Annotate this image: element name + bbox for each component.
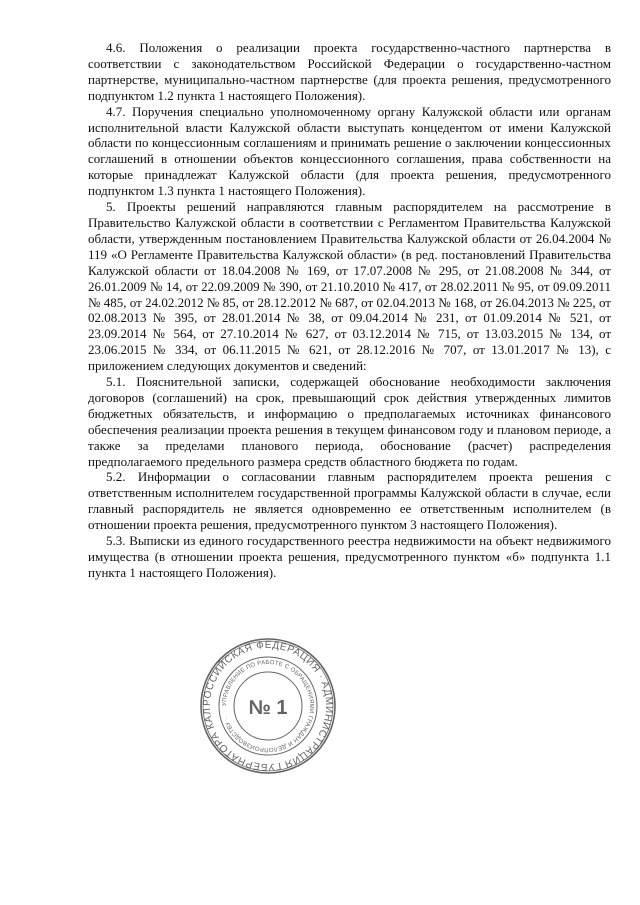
document-body [88,40,611,581]
paragraph-5: 5. Проекты решений направляются главным распорядителем на рассмотрение в Правительство Калужской области в соответствии с Регламентом Правительства Калужской области, утвержденным постановлением Правительства Калужской области от 26.04.2004 № 119 «О Регламенте Правительства Калужской области» (в ред. постановлений Правительства Калужской области от 18.04.2008 № 169, от 17.07.2008 № 295, от 21.08.2008 № 344, от 26.01.2009 № 14, от 22.09.2009 № 390, от 21.10.2010 № 417, от 28.02.2011 № 95, от 09.09.2011 № 485, от 24.02.2012 № 85, от 28.12.2012 № 687, от 02.04.2013 № 168, от 26.04.2013 № 225, от 02.08.2013 № 395, от 28.01.2014 № 38, от 09.04.2014 № 231, от 01.09.2014 № 521, от 23.09.2014 № 564, от 27.10.2014 № 627, от 03.12.2014 № 715, от 13.03.2015 № 134, от 23.06.2015 № 334, от 06.11.2015 № 621, от 28.12.2016 № 707, от 13.01.2017 № 13), с приложением следующих документов и сведений: [88,199,611,374]
paragraph-5-3: 5.3. Выписки из единого государственного реестра недвижимости на объект недвижимого имущества (в отношении проекта решения, предусмотренного пунктом «б» подпункта 1.1 пункта 1 настоящего Положения). [88,533,611,580]
paragraph-4-6: 4.6. Положения о реализации проекта государственно-частного партнерства в соответствии с законодательством Российской Федерации о государственно-частном партнерстве, муниципально-частном партнерстве (для проекта решения, предусмотренного подпунктом 1.2 пункта 1 настоящего Положения). [88,40,611,103]
stamp-seal-icon [198,636,338,776]
svg-text:УПРАВЛЕНИЕ ПО РАБОТЕ С ОБРАЩЕН: УПРАВЛЕНИЕ ПО РАБОТЕ С ОБРАЩЕНИЯМИ ГРАЖДАН И ДЕЛОПРОИЗВОДСТВУ · [221,659,315,753]
svg-text:№ 1: № 1 [248,697,288,719]
paragraph-5-1: 5.1. Пояснительной записки, содержащей обоснование необходимости заключения договоров (соглашений) на срок, превышающий срок действия утвержденных лимитов бюджетных обязательств, и информацию о предполагаемых источниках финансового обеспечения реализации проекта решения в текущем финансовом году и плановом периоде, а также за пределами планового периода, обоснование (расчет) распределения предполагаемого предельного размера средств областного бюджета по годам. [88,374,611,469]
svg-text:РОССИЙСКАЯ ФЕДЕРАЦИЯ · АДМИНИС: РОССИЙСКАЯ ФЕДЕРАЦИЯ · АДМИНИСТРАЦИЯ ГУБЕРНАТОРА КАЛ [201,639,335,773]
paragraph-5-2: 5.2. Информации о согласовании главным распорядителем проекта решения с ответственным исполнителем государственной программы Калужской области в случае, если главный распорядитель не является одновременно ее ответственным исполнителем (в отношении проекта решения, предусмотренного пунктом 3 настоящего Положения). [88,469,611,533]
official-stamp [198,636,338,776]
paragraph-4-7: 4.7. Поручения специально уполномоченному органу Калужской области или органам исполнительной власти Калужской области выступать концедентом от имени Калужской области по концессионным соглашениям и принимать решение о заключении концессионных соглашений в отношении объектов концессионного соглашения, права собственности на которые принадлежат Калужской области (для проекта решения, предусмотренного подпунктом 1.3 пункта 1 настоящего Положения). [88,103,611,199]
